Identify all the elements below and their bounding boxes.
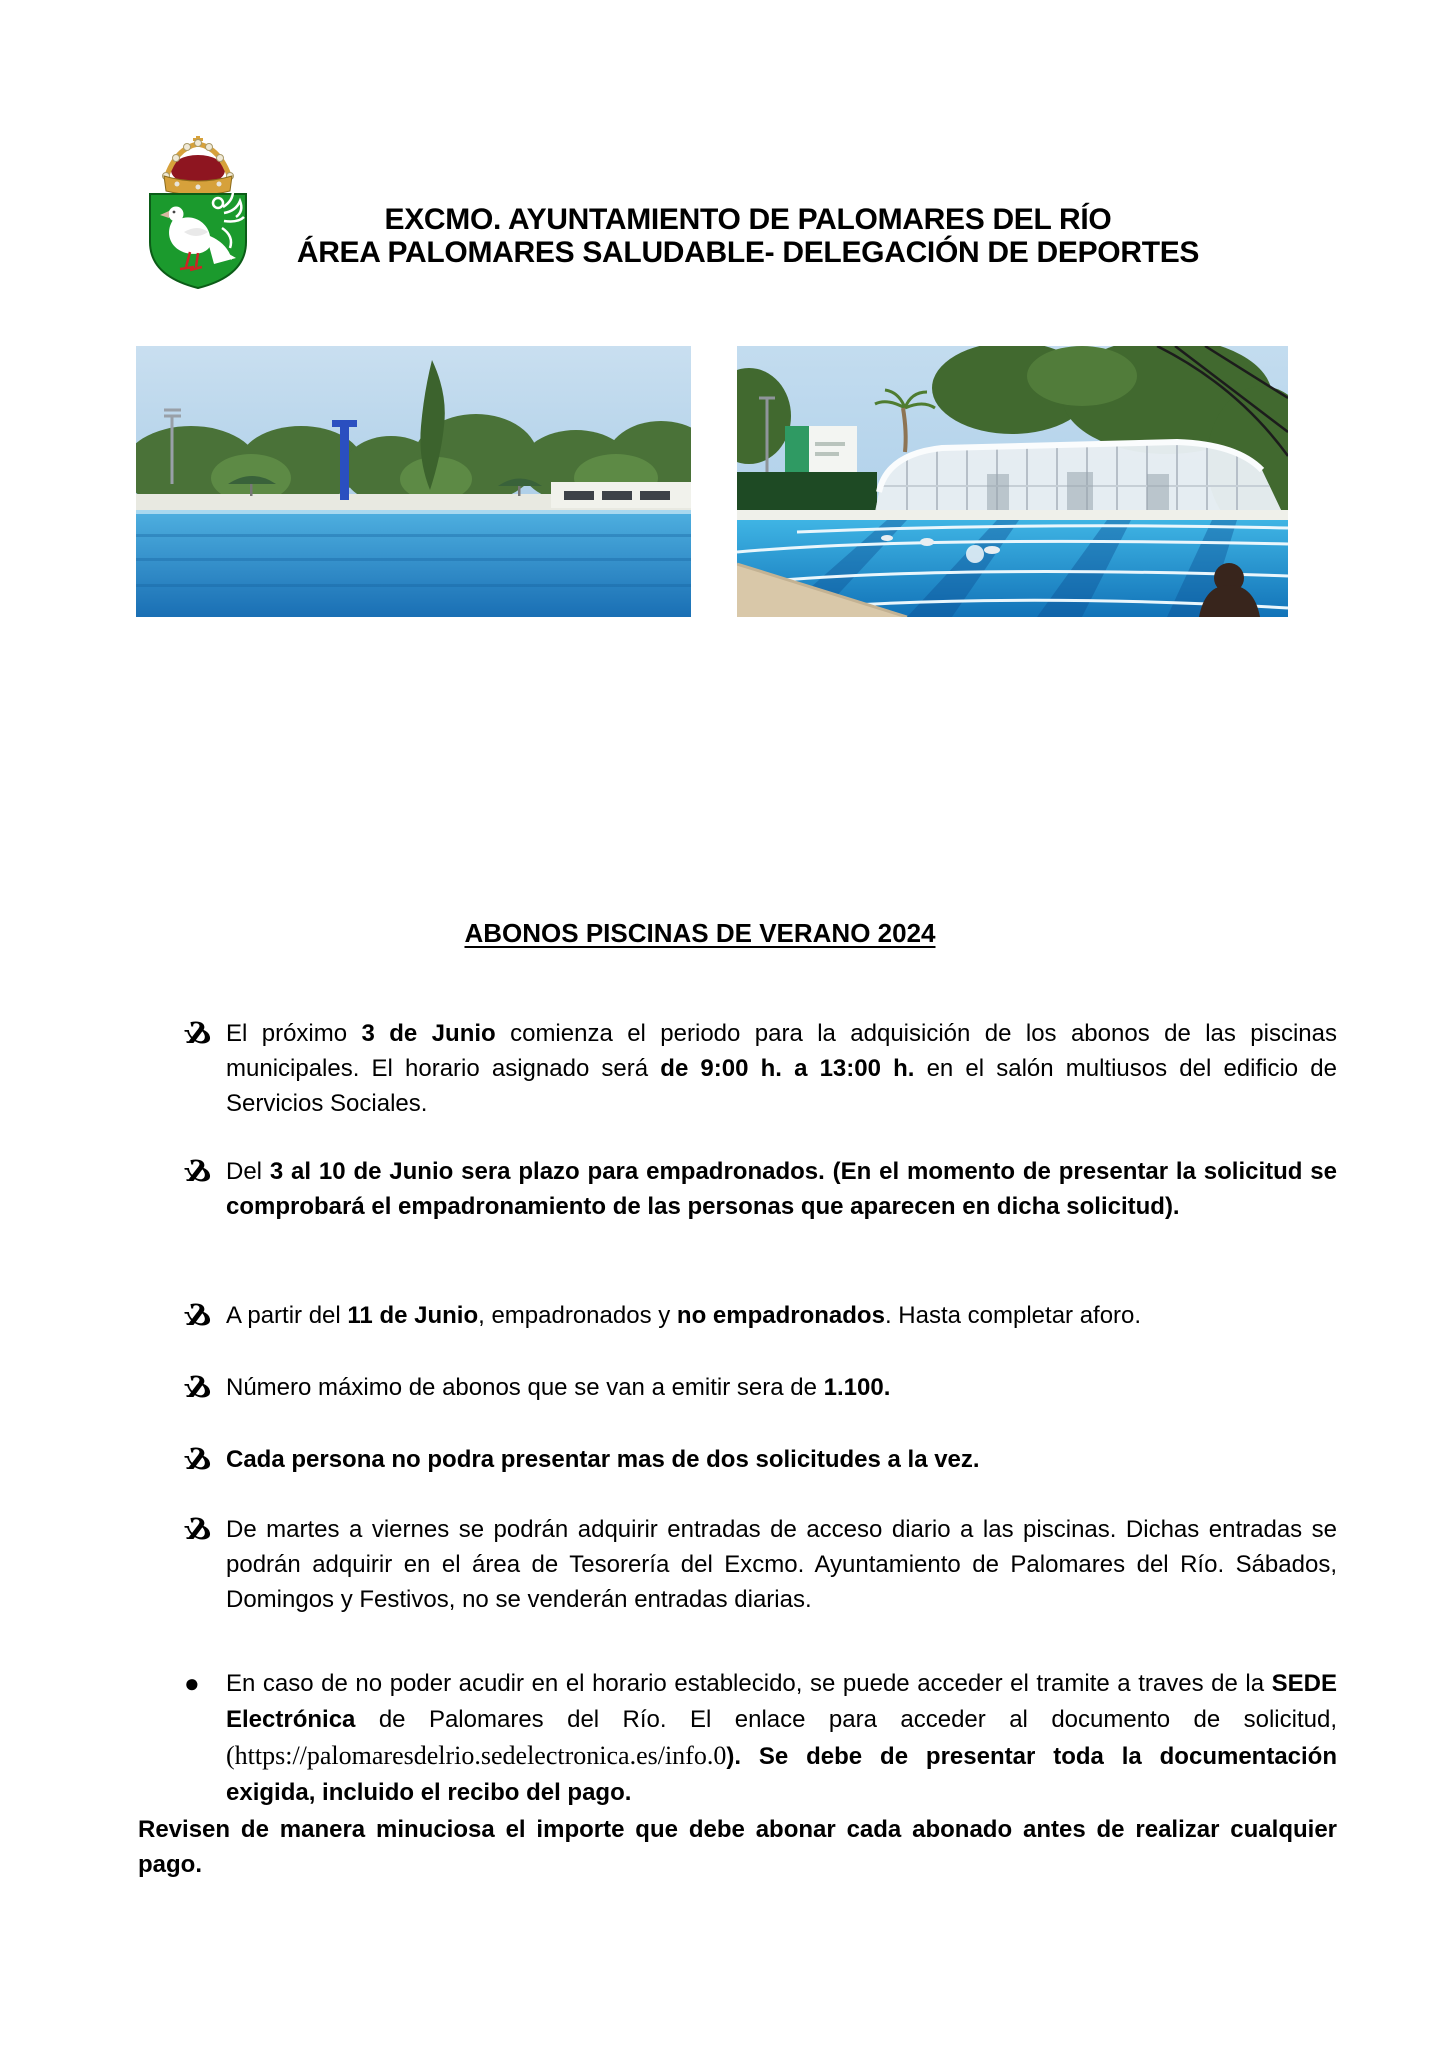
pool-water [136, 510, 691, 617]
disc-bullet-icon: ● [184, 1668, 200, 1698]
fancy-bullet-icon: & [184, 1154, 211, 1188]
text-segment: Cada persona no podra presentar mas de dos solicitudes a la vez. [226, 1446, 980, 1473]
text-segment: De martes a viernes se podrán adquirir entradas de acceso diario a las piscinas. Dichas entradas se podrán adquirir en el área de Tesorería del Excmo. Ayuntamiento de Palomares del Río. Sábados, Domingos y Festivos, no se venderán entradas diarias. [226, 1516, 1337, 1613]
text-segment: comienza el periodo para la adquisición de los abonos de las piscinas municipales. El horario asignado será [226, 1020, 1337, 1082]
covered-pool-photo [737, 346, 1288, 617]
text-segment: Revisen de manera minuciosa el importe que debe abonar cada abonado antes de realizar cualquier pago. [138, 1816, 1337, 1878]
text-segment: En caso de no poder acudir en el horario establecido, se puede acceder el tramite a traves de la [226, 1670, 1272, 1697]
text-segment: de 9:00 h. a 13:00 h. [660, 1055, 915, 1082]
text-segment: A partir del [226, 1302, 348, 1329]
crown-icon [163, 136, 234, 195]
bullet-text [226, 1666, 1337, 1811]
text-segment: en el salón multiusos del edificio de Servicios Sociales. [226, 1055, 1337, 1117]
coat-of-arms-icon [146, 136, 250, 290]
bullet-text [226, 1512, 1337, 1617]
fancy-bullet-icon: & [184, 1442, 211, 1476]
document-title [0, 918, 1400, 949]
bullet-item [184, 1154, 1337, 1224]
closing-warning [138, 1812, 1337, 1882]
bullet-text [226, 1016, 1337, 1121]
text-segment: 1.100. [823, 1374, 891, 1401]
bullet-item [184, 1512, 1337, 1617]
fancy-bullet-icon: & [184, 1512, 211, 1546]
pool-enclosure-dome [875, 442, 1285, 512]
fancy-bullet-icon: & [184, 1016, 211, 1050]
bullet-item [184, 1298, 1337, 1333]
bullet-text [226, 1154, 1337, 1224]
text-segment: Número máximo de abonos que se van a emitir sera de [226, 1374, 824, 1401]
hedge [737, 472, 877, 510]
bullet-item [184, 1370, 1337, 1405]
org-department: ÁREA PALOMARES SALUDABLE- DELEGACIÓN DE DEPORTES [296, 236, 1200, 269]
shield-icon [150, 191, 246, 288]
text-segment: de Palomares del Río. El enlace para acceder al documento de solicitud, [355, 1706, 1337, 1733]
text-segment: ). Se debe de presentar toda la documentación exigida, incluido el recibo del pago. [226, 1743, 1337, 1806]
fancy-bullet-icon: & [184, 1370, 211, 1404]
bullet-text [226, 1298, 1337, 1333]
org-name: EXCMO. AYUNTAMIENTO DE PALOMARES DEL RÍO [384, 203, 1112, 236]
text-segment: . Hasta completar aforo. [884, 1302, 1142, 1329]
document-title-text: ABONOS PISCINAS DE VERANO 2024 [464, 918, 936, 948]
text-segment: 3 de Junio [361, 1020, 496, 1047]
pool-coping [737, 510, 1288, 520]
text-segment: 3 al 10 de Junio sera plazo para empadronados. (En el momento de presentar la solicitud se comprobará el empadronamiento de las personas que aparecen en dicha solicitud). [226, 1158, 1337, 1220]
text-segment: , empadronados y [478, 1302, 677, 1329]
bullet-text [226, 1370, 1337, 1405]
bullet-item [184, 1016, 1337, 1121]
text-segment: 11 de Junio [347, 1302, 479, 1329]
text-segment: El próximo [226, 1020, 362, 1047]
bullet-item [184, 1666, 1337, 1811]
text-segment: no empadronados [676, 1302, 885, 1329]
outdoor-pool-photo [136, 346, 691, 617]
text-segment: Del [226, 1158, 270, 1185]
text-segment: (https://palomaresdelrio.sedelectronica.es/info.0 [226, 1741, 727, 1770]
bullet-text [226, 1442, 1337, 1477]
text-segment: SEDE Electrónica [226, 1670, 1337, 1733]
fancy-bullet-icon: & [184, 1298, 211, 1332]
bullet-item [184, 1442, 1337, 1477]
letterhead [260, 203, 1236, 269]
